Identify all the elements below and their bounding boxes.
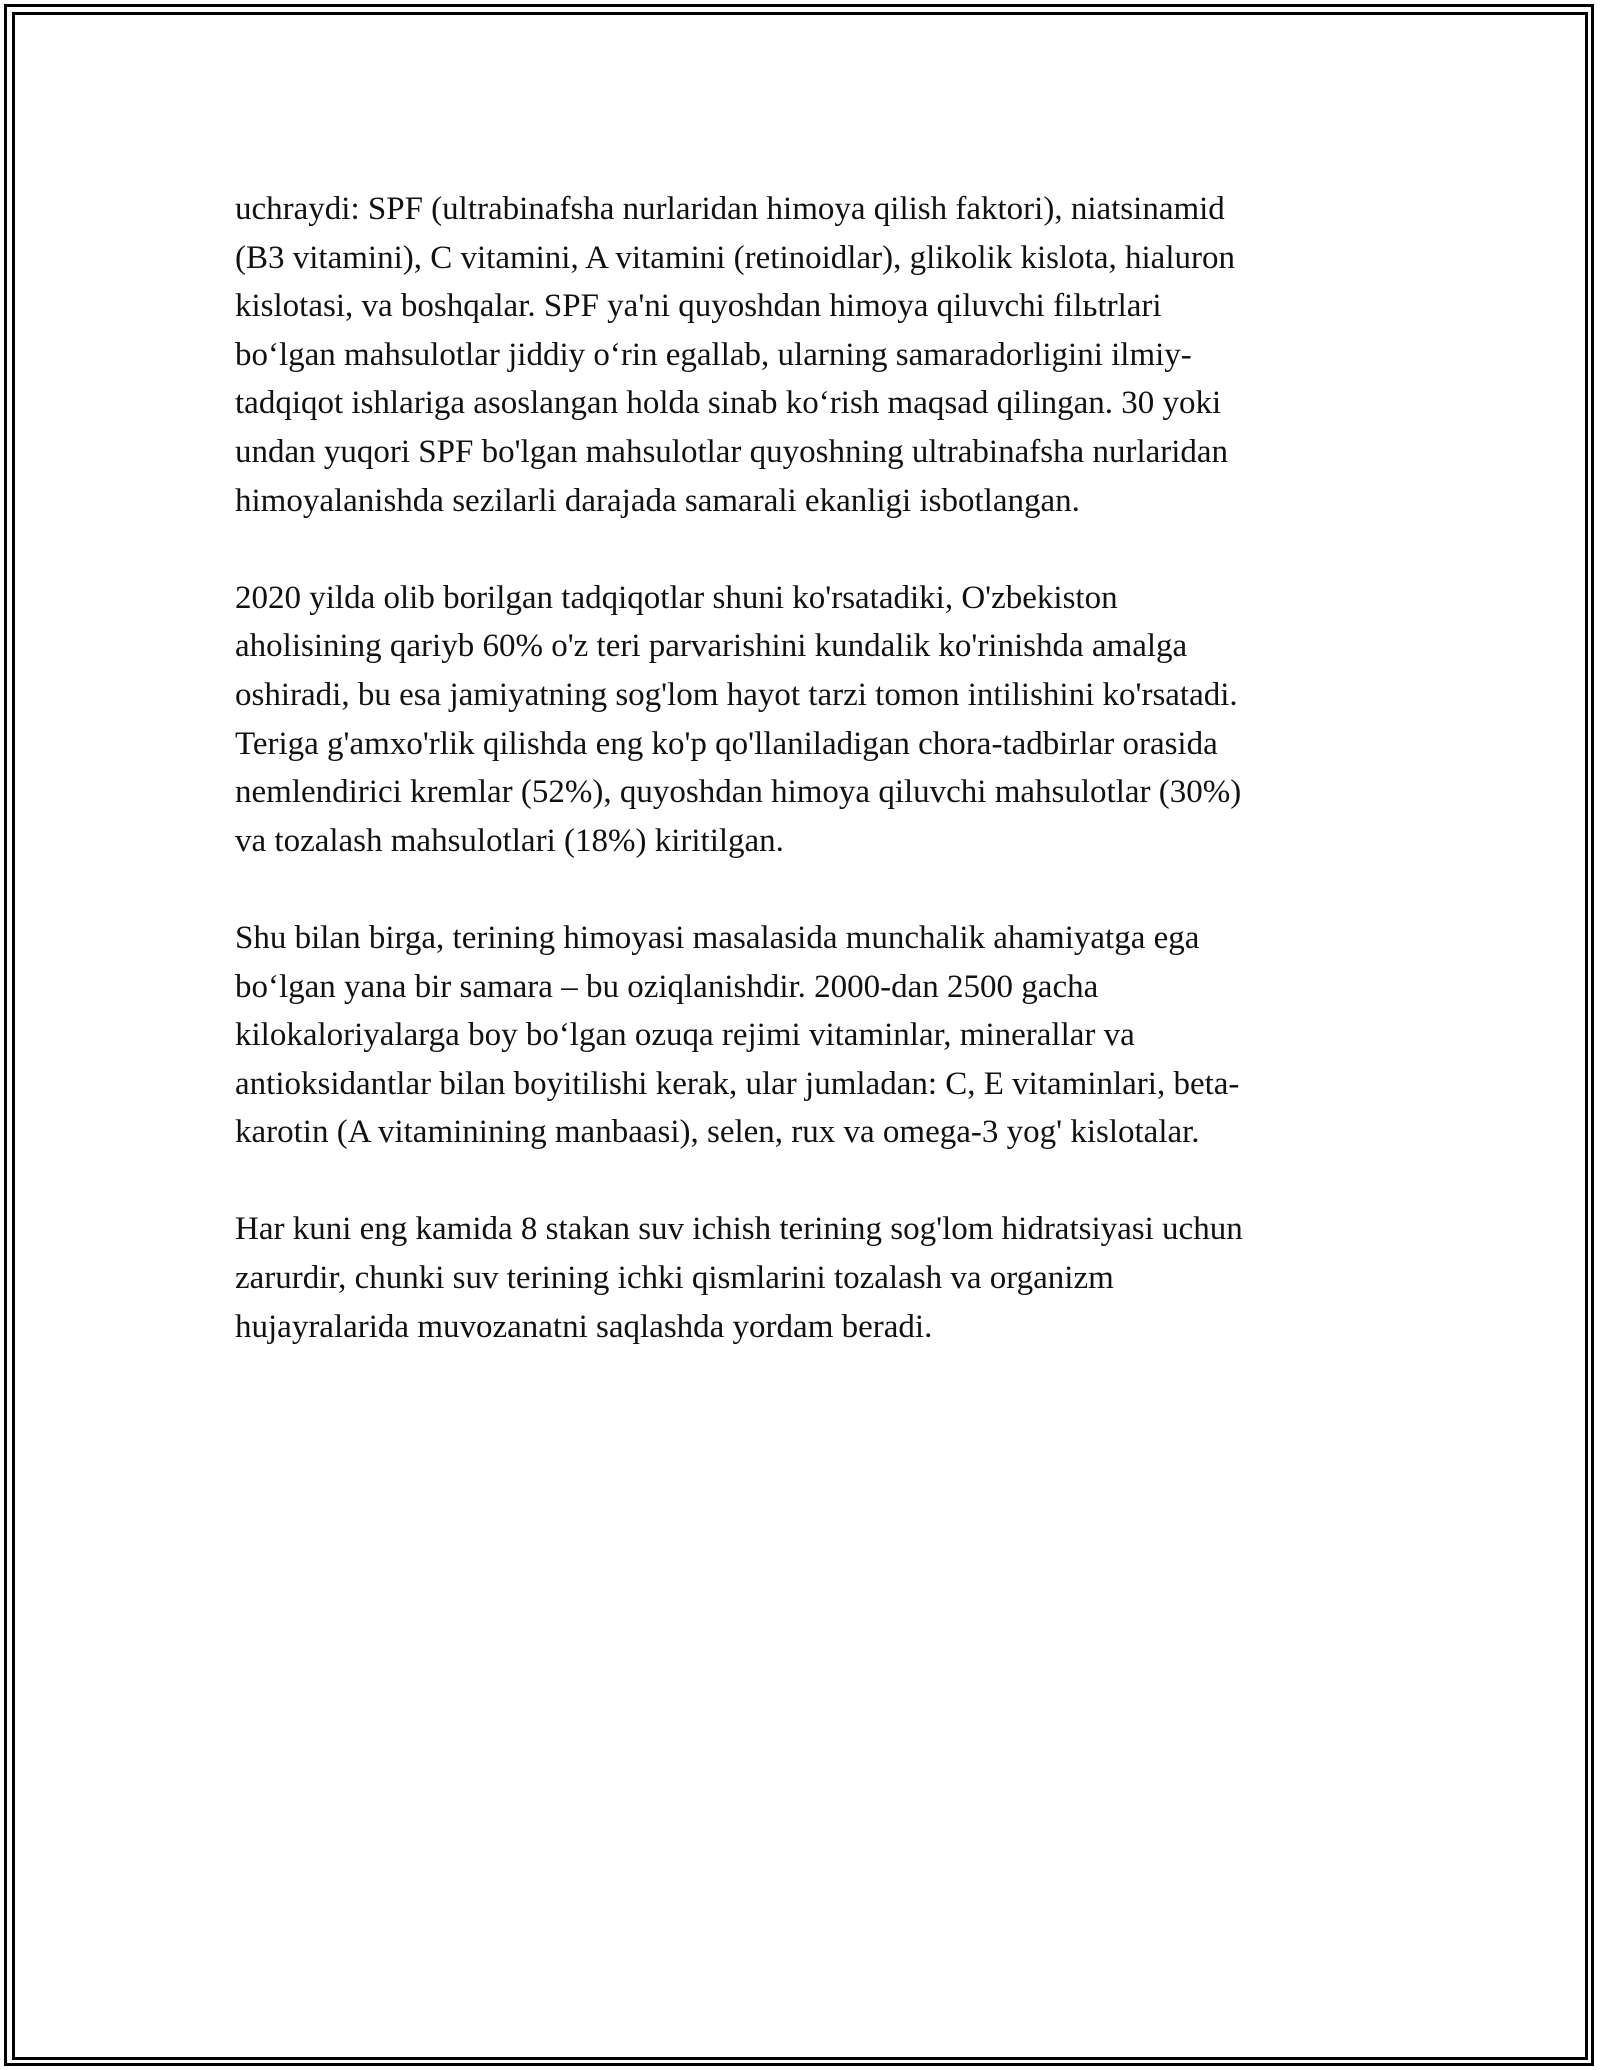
paragraph-survey-2020: 2020 yilda olib borilgan tadqiqotlar shuni ko'rsatadiki, O'zbekiston aholisining qariyb 60% o'z teri parvarishini kundalik ko'rinishda amalga oshiradi, bu esa jamiyatning sog'lom hayot tarzi tomon intilishini ko'rsatadi. Teriga g'amxo'rlik qilishda eng ko'p qo'llaniladigan chora-tadbirlar orasida nemlendirici kremlar (52%), quyoshdan himoya qiluvchi mahsulotlar (30%) va tozalash mahsulotlari (18%) kiritilgan. xyxy=(235,579,1242,859)
paragraph-skincare-ingredients: uchraydi: SPF (ultrabinafsha nurlaridan himoya qilish faktori), niatsinamid (B3 vitamini), C vitamini, A vitamini (retinoidlar), glikolik kislota, hialuron kislotasi, va boshqalar. SPF ya'ni quyoshdan himoya qiluvchi filьtrlari bo‘lgan mahsulotlar jiddiy o‘rin egallab, ularning samaradorligini ilmiy- tadqiqot ishlariga asoslangan holda sinab ko‘rish maqsad qilingan. 30 yoki undan yuqori SPF bo'lgan mahsulotlar quyoshning ultrabinafsha nurlaridan himoyalanishda sezilarli darajada samarali ekanligi isbotlangan. xyxy=(235,191,1235,519)
paragraph-hydration: Har kuni eng kamida 8 stakan suv ichish terining sog'lom hidratsiyasi uchun zarurdir, chunki suv terining ichki qismlarini tozalash va organizm hujayralarida muvozanatni saqlashda yordam beradi. xyxy=(235,1211,1243,1345)
document-body xyxy=(235,185,1365,1400)
paragraph-nutrition: Shu bilan birga, terining himoyasi masalasida munchalik ahamiyatga ega bo‘lgan yana bir samara – bu oziqlanishdir. 2000-dan 2500 gacha kilokaloriyalarga boy bo‘lgan ozuqa rejimi vitaminlar, minerallar va antioksidantlar bilan boyitilishi kerak, ular jumladan: C, E vitaminlari, beta- karotin (A vitaminining manbaasi), selen, rux va omega-3 yog' kislotalar. xyxy=(235,919,1240,1151)
